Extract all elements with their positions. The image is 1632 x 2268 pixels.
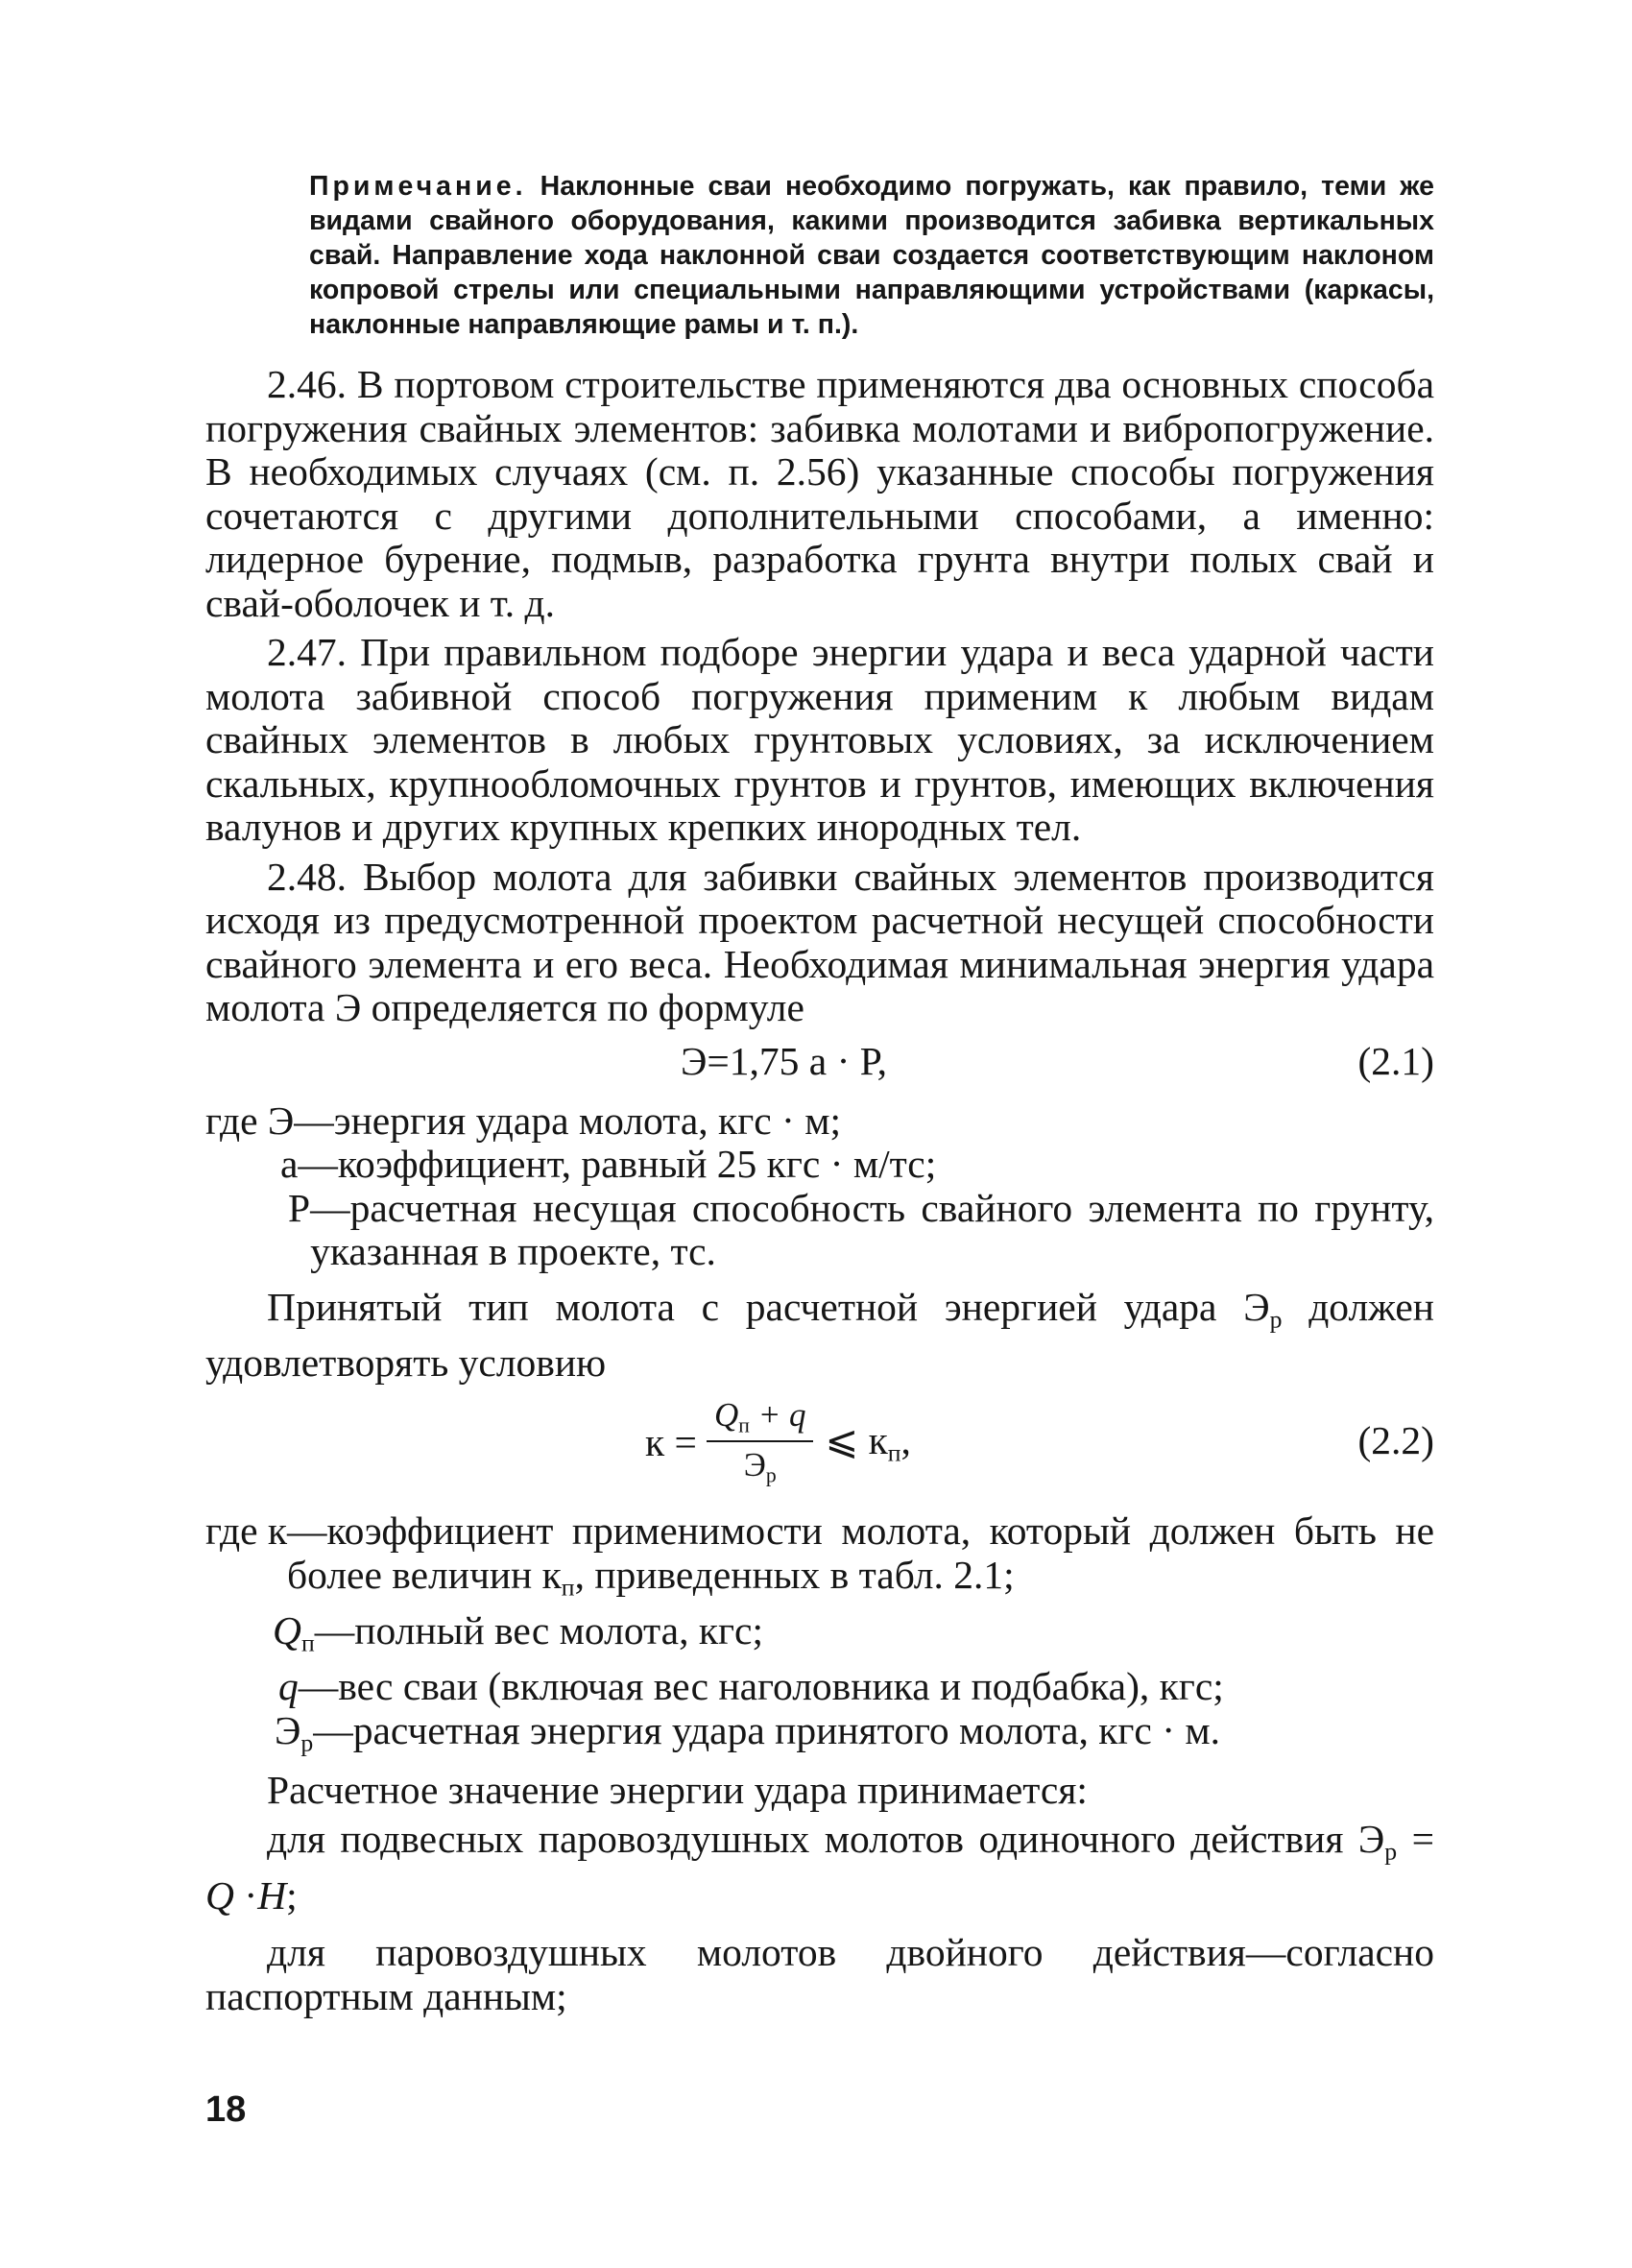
definition-item: q—вес сваи (включая вес наголовника и подбабка), кгс; <box>278 1664 1224 1709</box>
note-paragraph <box>205 169 1434 342</box>
paragraph-energy-intro: Расчетное значение энергии удара принимается: <box>267 1767 1088 1812</box>
definition-item: Р —расчетная несущая способность свайного элемента по грунту, указанная в проекте, тс. <box>288 1185 1434 1273</box>
page-content <box>205 169 1434 2018</box>
page-number: 18 <box>205 2089 247 2130</box>
paragraph-2-48: 2.48. Выбор молота для забивки свайных элементов производится исходя из предусмотренной проектом расчетной несущей способности свайного элемента и его веса. Необходимая минимальная энергия удара молота Э определяется по формуле <box>205 854 1434 1029</box>
fraction-numerator: $Q_п + q$ <box>707 1396 814 1442</box>
fraction-denominator: $Э_р$ <box>743 1445 777 1487</box>
formula-2-1 <box>205 1030 1434 1099</box>
formula-2-2 <box>205 1390 1434 1509</box>
definition-item: где Э —энергия удара молота, кгс · м; <box>205 1098 842 1143</box>
fraction <box>707 1396 814 1487</box>
definitions-2-1 <box>205 1099 1434 1274</box>
note-text: Наклонные сваи необходимо погружать, как правило, теми же видами свайного оборудования, какими производится забивка вертикальных свай. Направление хода наклонной сваи создается соответствующим наклоном копровой стрелы или специальными направляющими устройствами (каркасы, наклонные направляющие рамы и т. п.). <box>309 171 1434 340</box>
definition-item: где к —коэффициент применимости молота, который должен быть не более величин $к_п$, приведенных в табл. 2.1; <box>205 1508 1434 1602</box>
definition-item: $Q_п—полный$ вес молота, кгс; <box>273 1607 763 1657</box>
paragraph-single-action: для подвесных паровоздушных молотов одиночного действия $Э_р = Q \cdot H$; <box>205 1817 1434 1918</box>
definitions-2-2 <box>205 1509 1434 1765</box>
paragraph-condition: Принятый тип молота с расчетной энергией удара $Э_р$ должен удовлетворять условию <box>205 1284 1434 1385</box>
paragraph-double-action: для паровоздушных молотов двойного действия—согласно паспортным данным; <box>205 1930 1434 2018</box>
definition-item: $Э_р—расчетная$ энергия удара принятого молота, кгс · м. <box>275 1707 1221 1757</box>
formula-2-1-number: (2.1) <box>1357 1038 1434 1083</box>
paragraph-2-46: 2.46. В портовом строительстве применяются два основных способа погружения свайных элементов: забивка молотами и вибропогружение. В необходимых случаях (см. п. 2.56) указанные способы погружения сочетаются с другими дополнительными способами, а именно: лидерное бурение, подмыв, разработка грунта внутри полых свай и свай-оболочек и т. д. <box>205 362 1434 625</box>
formula-2-1-expression: Э=1,75 а · Р, <box>681 1038 888 1083</box>
paragraph-2-47: 2.47. При правильном подборе энергии удара и веса ударной части молота забивной способ погружения применим к любым видам свайных элементов в любых грунтовых условиях, за исключением скальных, крупнообломочных грунтов и грунтов, имеющих включения валунов и других крупных крепких инородных тел. <box>205 630 1434 849</box>
formula-2-2-expression: к = $Q_п + q$ $Э_р$ ⩽ $к_п$, <box>645 1396 911 1487</box>
definition-item: а —коэффициент, равный 25 кгс · м/тс; <box>280 1142 937 1186</box>
note-lead: Примечание. <box>309 171 527 202</box>
formula-2-2-number: (2.2) <box>1357 1418 1434 1463</box>
